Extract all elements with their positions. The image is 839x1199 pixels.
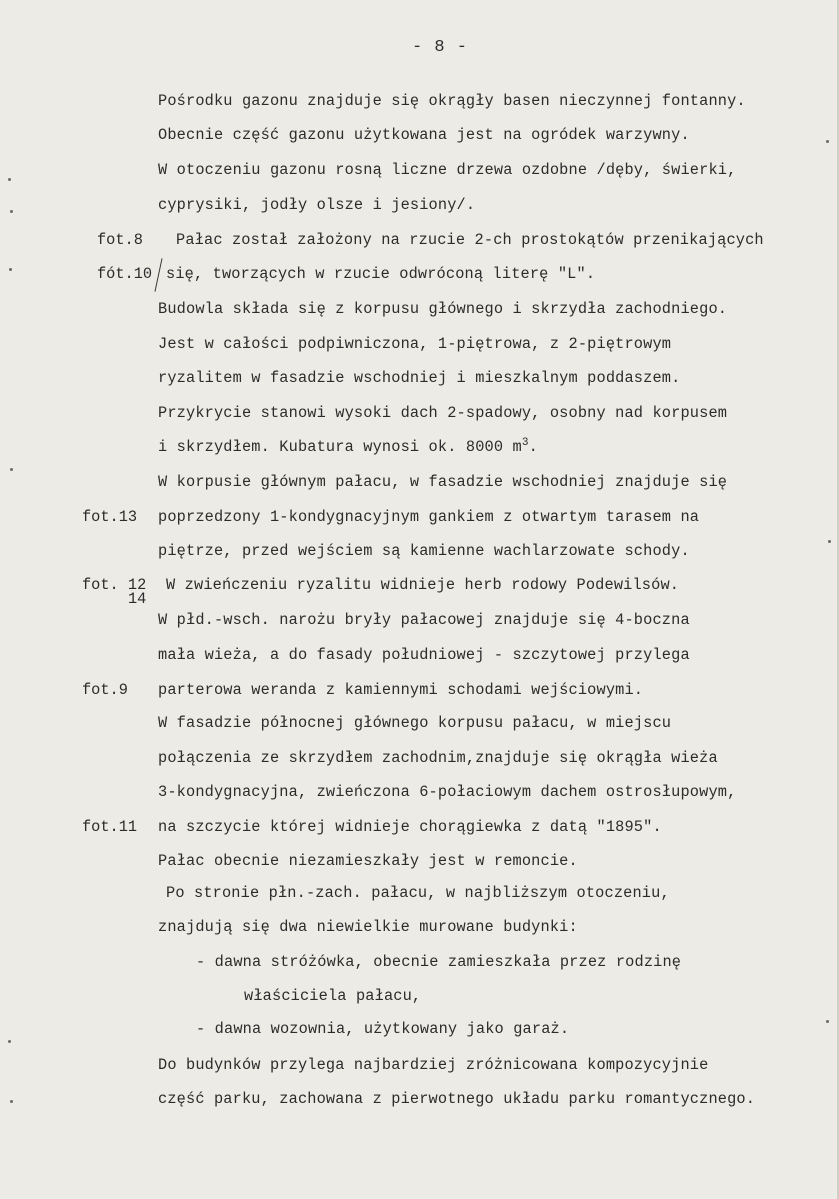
- text-line: W fasadzie północnej głównego korpusu pałacu, w miejscu: [158, 714, 672, 732]
- text-line: część parku, zachowana z pierwotnego układu parku romantycznego.: [158, 1090, 756, 1108]
- text-line: 3-kondygnacyjna, zwieńczona 6-połaciowym dachem ostrosłupowym,: [158, 783, 737, 801]
- text-line: poprzedzony 1-kondygnacyjnym gankiem z otwartym tarasem na: [158, 508, 700, 526]
- text-segment: i skrzydłem. Kubatura wynosi ok. 8000 m: [158, 438, 522, 457]
- margin-note: fot.8: [97, 231, 143, 249]
- speck: [9, 268, 12, 271]
- text-line: W otoczeniu gazonu rosną liczne drzewa ozdobne /dęby, świerki,: [158, 161, 737, 179]
- speck: [10, 468, 13, 471]
- text-line: piętrze, przed wejściem są kamienne wachlarzowate schody.: [158, 542, 690, 560]
- text-line: połączenia ze skrzydłem zachodnim,znajduje się okrągła wieża: [158, 749, 718, 767]
- margin-note: 14: [128, 590, 147, 608]
- margin-note: fot.13: [82, 508, 138, 526]
- text-line: znajdują się dwa niewielkie murowane budynki:: [158, 918, 578, 936]
- superscript: 3: [521, 437, 529, 449]
- text-line: W zwieńczeniu ryzalitu widnieje herb rodowy Podewilsów.: [166, 576, 680, 594]
- speck: [10, 210, 13, 213]
- page-number: - 8 -: [412, 38, 469, 57]
- text-line: ryzalitem w fasadzie wschodniej i mieszkalnym poddaszem.: [158, 369, 681, 387]
- margin-note: fót.10: [97, 265, 153, 283]
- margin-note: fot.11: [82, 818, 138, 836]
- text-line: Pałac obecnie niezamieszkały jest w remoncie.: [158, 852, 578, 870]
- text-line: Jest w całości podpiwniczona, 1-piętrowa, z 2-piętrowym: [158, 335, 672, 353]
- text-line: Po stronie płn.-zach. pałacu, w najbliższym otoczeniu,: [166, 884, 670, 902]
- handwritten-stroke: [154, 258, 162, 291]
- text-line: Pośrodku gazonu znajduje się okrągły basen nieczynnej fontanny.: [158, 92, 746, 110]
- speck: [828, 540, 831, 543]
- speck: [8, 1040, 11, 1043]
- text-line: na szczycie której widnieje chorągiewka z datą "1895".: [158, 818, 662, 836]
- line-end: .: [528, 438, 538, 457]
- text-line: Pałac został założony na rzucie 2-ch prostokątów przenikających: [176, 231, 764, 249]
- text-line: Budowla składa się z korpusu głównego i skrzydła zachodniego.: [158, 300, 728, 318]
- text-line: Do budynków przylega najbardziej zróżnicowana kompozycyjnie: [158, 1056, 709, 1074]
- text-line: W płd.-wsch. narożu bryły pałacowej znajduje się 4-boczna: [158, 611, 690, 629]
- text-line-with-superscript: [158, 437, 538, 456]
- list-item-continuation: właściciela pałacu,: [244, 987, 422, 1005]
- list-item: - dawna wozownia, użytkowany jako garaż.: [196, 1020, 570, 1038]
- margin-note: fot. 12: [82, 576, 147, 594]
- speck: [826, 140, 829, 143]
- text-line: Obecnie część gazonu użytkowana jest na ogródek warzywny.: [158, 126, 690, 144]
- text-line: parterowa weranda z kamiennymi schodami wejściowymi.: [158, 681, 644, 699]
- speck: [826, 1020, 829, 1023]
- text-line: Przykrycie stanowi wysoki dach 2-spadowy, osobny nad korpusem: [158, 404, 728, 422]
- speck: [10, 1100, 13, 1103]
- text-line: cyprysiki, jodły olsze i jesiony/.: [158, 196, 476, 214]
- list-item: - dawna stróżówka, obecnie zamieszkała przez rodzinę: [196, 953, 682, 971]
- margin-note: fot.9: [82, 681, 128, 699]
- text-line: W korpusie głównym pałacu, w fasadzie wschodniej znajduje się: [158, 473, 728, 491]
- text-line: się, tworzących w rzucie odwróconą literę "L".: [166, 265, 596, 283]
- speck: [8, 178, 11, 181]
- text-line: mała wieża, a do fasady południowej - szczytowej przylega: [158, 646, 690, 664]
